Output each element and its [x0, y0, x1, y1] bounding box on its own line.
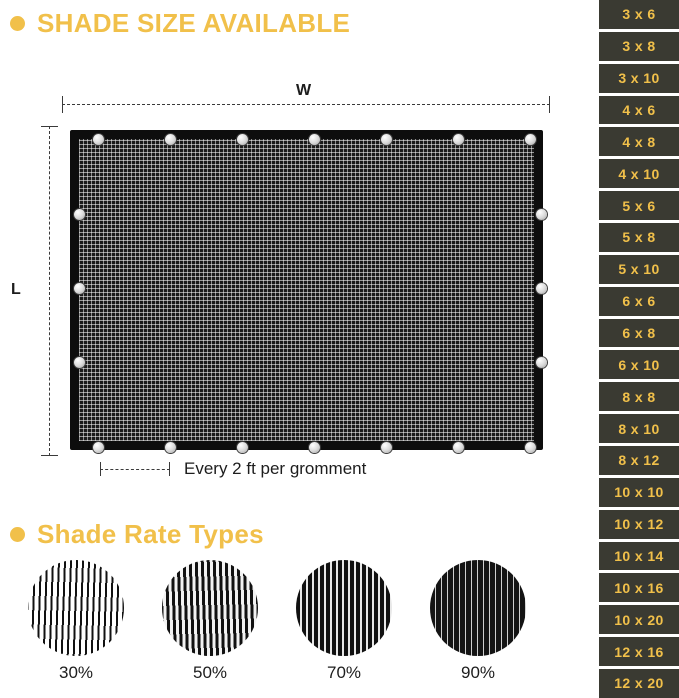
- shade-cloth-illustration: [70, 130, 543, 450]
- grommet: [525, 134, 536, 145]
- size-chip: 8 x 8: [599, 382, 679, 411]
- shade-rate-heading: [10, 519, 264, 550]
- grommet: [309, 442, 320, 453]
- grommet: [165, 442, 176, 453]
- grommet: [381, 134, 392, 145]
- size-chip: 10 x 16: [599, 573, 679, 602]
- grommet: [536, 283, 547, 294]
- shade-rate-swatch-30: [28, 560, 124, 656]
- size-chip: 8 x 10: [599, 414, 679, 443]
- size-chip: 6 x 6: [599, 287, 679, 316]
- size-chip: 4 x 10: [599, 159, 679, 188]
- size-chip: 10 x 12: [599, 510, 679, 539]
- size-chip: 5 x 8: [599, 223, 679, 252]
- grommet: [536, 357, 547, 368]
- shade-rate-swatch-50: [162, 560, 258, 656]
- width-cap-right: [549, 96, 550, 113]
- size-chip: 3 x 10: [599, 64, 679, 93]
- grommet: [536, 209, 547, 220]
- shade-rate-swatch-90: [430, 560, 526, 656]
- shade-rate-swatches: [22, 560, 582, 690]
- grommet: [525, 442, 536, 453]
- spacing-cap-right: [169, 462, 170, 476]
- shade-dimension-diagram: [0, 55, 600, 505]
- grommet: [74, 283, 85, 294]
- size-chip: 3 x 6: [599, 0, 679, 29]
- grommet: [237, 442, 248, 453]
- shade-rate-label-30: 30%: [58, 663, 94, 682]
- spacing-cap-left: [100, 462, 101, 476]
- grommet: [165, 134, 176, 145]
- shade-rate-item-50: [156, 560, 264, 683]
- grommet: [381, 442, 392, 453]
- size-chip: 3 x 8: [599, 32, 679, 61]
- grommet: [74, 357, 85, 368]
- grommet: [93, 134, 104, 145]
- size-chip: 12 x 16: [599, 637, 679, 666]
- shade-rate-label-90: 90%: [460, 663, 496, 682]
- size-chip: 12 x 20: [599, 669, 679, 698]
- grommet-spacing-bracket: [100, 462, 170, 476]
- size-chip: 4 x 6: [599, 96, 679, 125]
- spacing-line: [100, 469, 170, 470]
- size-chip: 6 x 8: [599, 319, 679, 348]
- shade-rate-item-90: [424, 560, 532, 683]
- size-chip: 5 x 10: [599, 255, 679, 284]
- length-cap-bottom: [41, 455, 58, 456]
- length-cap-top: [41, 126, 58, 127]
- grommet: [74, 209, 85, 220]
- grommet: [237, 134, 248, 145]
- size-chip: 5 x 6: [599, 191, 679, 220]
- width-dimension: [62, 82, 550, 108]
- shade-rate-heading-text: Shade Rate Types: [37, 519, 264, 549]
- size-chip: 10 x 14: [599, 542, 679, 571]
- shade-size-heading: [10, 8, 350, 39]
- grommet: [453, 134, 464, 145]
- size-chip: 4 x 8: [599, 127, 679, 156]
- width-dimension-line: [62, 104, 550, 105]
- size-chip: 10 x 20: [599, 605, 679, 634]
- size-chip: 8 x 12: [599, 446, 679, 475]
- grommet-spacing-text: Every 2 ft per gromment: [184, 459, 367, 478]
- width-cap-left: [62, 96, 63, 113]
- shade-rate-item-70: [290, 560, 398, 683]
- bullet-dot-icon: [10, 16, 25, 31]
- size-chip: 6 x 10: [599, 350, 679, 379]
- bullet-dot-icon: [10, 527, 25, 542]
- shade-rate-item-30: [22, 560, 130, 683]
- shade-rate-label-50: 50%: [192, 663, 228, 682]
- available-size-list: [599, 0, 679, 698]
- shade-size-heading-text: SHADE SIZE AVAILABLE: [37, 8, 351, 38]
- shade-rate-swatch-70: [296, 560, 392, 656]
- grommet-spacing-note: [100, 459, 366, 479]
- grommet: [309, 134, 320, 145]
- width-label: W: [290, 82, 317, 100]
- grommet: [453, 442, 464, 453]
- length-label: L: [8, 277, 24, 303]
- length-dimension: [40, 126, 60, 456]
- length-dimension-line: [49, 126, 50, 456]
- grommet: [93, 442, 104, 453]
- size-chip: 10 x 10: [599, 478, 679, 507]
- shade-rate-label-70: 70%: [326, 663, 362, 682]
